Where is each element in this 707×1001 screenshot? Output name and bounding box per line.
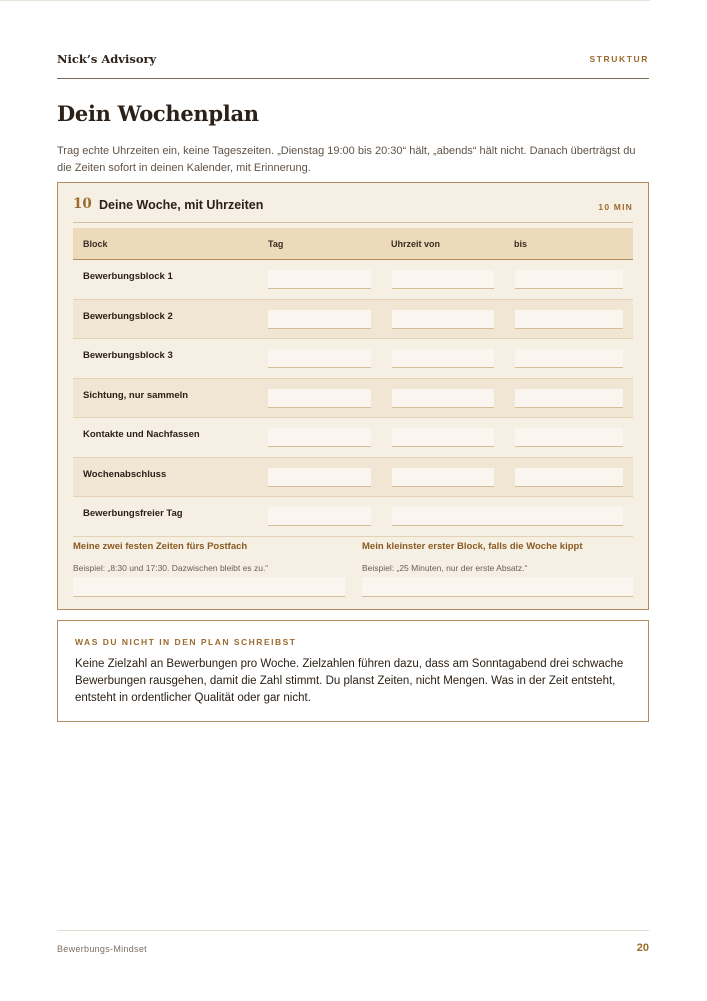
field-example: Beispiel: „25 Minuten, nur der erste Absatz.“ <box>362 563 528 573</box>
row-label: Bewerbungsfreier Tag <box>83 508 183 519</box>
time-to-input[interactable] <box>515 270 623 289</box>
page-number: 20 <box>636 942 649 954</box>
row-label: Bewerbungsblock 3 <box>83 350 173 361</box>
callout-box <box>57 620 649 722</box>
column-header-day: Tag <box>268 239 284 249</box>
time-to-input[interactable] <box>515 468 623 487</box>
row-label: Wochenabschluss <box>83 468 167 480</box>
day-input[interactable] <box>268 389 371 408</box>
row-label: Bewerbungsblock 2 <box>83 310 173 322</box>
time-to-input[interactable] <box>515 310 623 329</box>
row-label: Kontakte und Nachfassen <box>83 429 200 440</box>
section-label: STRUKTUR <box>589 54 649 64</box>
day-input[interactable] <box>268 310 371 329</box>
time-from-input[interactable] <box>392 270 494 289</box>
row-label: Sichtung, nur sammeln <box>83 389 189 401</box>
exercise-duration: 10 MIN <box>598 202 633 212</box>
row-label: Bewerbungsblock 1 <box>83 271 173 282</box>
page-footer <box>57 930 649 961</box>
free-day-note-input[interactable] <box>392 507 623 526</box>
table-row <box>73 260 633 300</box>
day-input[interactable] <box>268 428 371 447</box>
page-header <box>57 52 649 79</box>
day-input[interactable] <box>268 349 371 368</box>
exercise-header <box>73 195 633 223</box>
column-header-time-to: bis <box>514 239 528 249</box>
time-from-input[interactable] <box>392 310 494 329</box>
column-header-block: Block <box>83 239 108 249</box>
table-row <box>73 379 633 419</box>
exercise-title: Deine Woche, mit Uhrzeiten <box>99 198 264 212</box>
time-from-input[interactable] <box>392 428 494 447</box>
day-input[interactable] <box>268 507 371 526</box>
table-row <box>73 497 633 537</box>
field-label: Meine zwei festen Zeiten fürs Postfach <box>73 541 248 552</box>
exercise-card <box>57 182 649 610</box>
table-row <box>73 339 633 379</box>
field-example: Beispiel: „8:30 und 17:30. Dazwischen bleibt es zu.“ <box>73 563 269 573</box>
brand-name: Nick’s Advisory <box>57 52 157 66</box>
time-to-input[interactable] <box>515 428 623 447</box>
column-header-time-from: Uhrzeit von <box>391 239 441 249</box>
page-title: Dein Wochenplan <box>57 101 259 126</box>
exercise-number: 10 <box>73 196 92 212</box>
page <box>57 0 649 1001</box>
table-header <box>73 228 633 260</box>
callout-text: Keine Zielzahl an Bewerbungen pro Woche. Zielzahlen führen dazu, dass am Sonntagabend drei schwache Bewerbungen rausgehen, damit die Zahl stimmt. Du planst Zeiten, nicht Mengen. Was in der Zeit entsteht, entsteht in ordentlicher Qualität oder gar nicht. <box>75 658 624 704</box>
table-row <box>73 458 633 498</box>
table-row <box>73 300 633 340</box>
field-label: Mein kleinster erster Block, falls die Woche kippt <box>362 541 583 552</box>
postbox-times-input[interactable] <box>73 577 345 597</box>
intro-text: Trag echte Uhrzeiten ein, keine Tageszeiten. „Dienstag 19:00 bis 20:30“ hält, „abends“ hält nicht. Danach überträgst du die Zeiten sofort in deinen Kalender, mit Erinnerung. <box>57 145 636 174</box>
footer-title: Bewerbungs-Mindset <box>57 944 147 954</box>
table-row <box>73 418 633 458</box>
time-from-input[interactable] <box>392 389 494 408</box>
week-table <box>73 228 633 537</box>
day-input[interactable] <box>268 468 371 487</box>
smallest-block-input[interactable] <box>362 577 633 597</box>
day-input[interactable] <box>268 270 371 289</box>
time-to-input[interactable] <box>515 389 623 408</box>
time-to-input[interactable] <box>515 349 623 368</box>
time-from-input[interactable] <box>392 349 494 368</box>
smallest-block-field <box>362 541 633 597</box>
postbox-times-field <box>73 541 345 597</box>
time-from-input[interactable] <box>392 468 494 487</box>
callout-label: WAS DU NICHT IN DEN PLAN SCHREIBST <box>75 637 297 647</box>
